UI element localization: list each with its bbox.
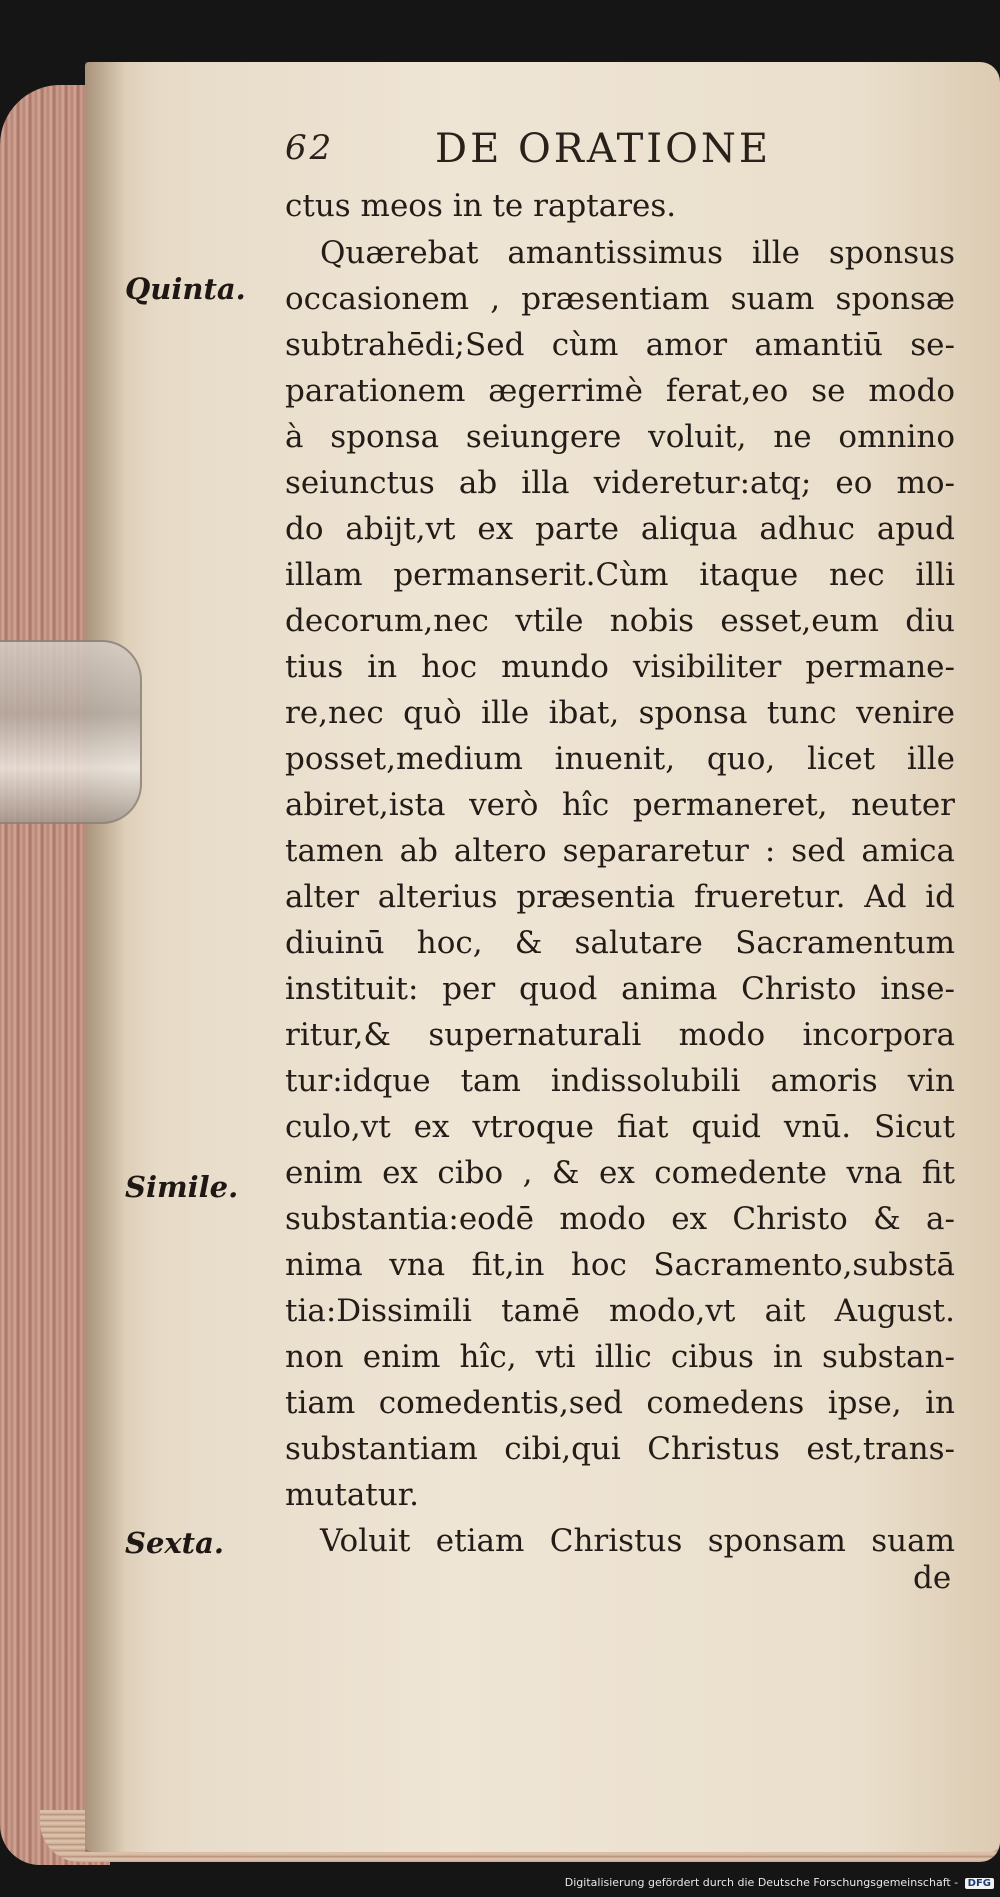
page-header: [285, 126, 845, 176]
page-clip: [0, 640, 142, 824]
text-line: à sponsa seiungere voluit, ne omnino: [285, 419, 955, 455]
text-line: enim ex cibo , & ex comedente vna fit: [285, 1155, 955, 1191]
text-line: substantia:eodē modo ex Christo & a-: [285, 1201, 955, 1237]
margin-note-simile: Simile.: [125, 1170, 239, 1204]
margin-note-sexta: Sexta.: [125, 1526, 224, 1560]
text-line: tius in hoc mundo visibiliter permane-: [285, 649, 955, 685]
dfg-logo: DFG: [965, 1878, 994, 1889]
text-line: substantiam cibi,qui Christus est,trans-: [285, 1431, 955, 1467]
text-line: subtrahēdi;Sed cùm amor amantiū se-: [285, 327, 955, 363]
text-line: posset,medium inuenit, quo, licet ille: [285, 741, 955, 777]
text-line: Voluit etiam Christus sponsam suam: [320, 1523, 955, 1559]
text-line: ctus meos in te raptares.: [285, 188, 677, 224]
page-number: 62: [285, 128, 335, 168]
text-line: instituit: per quod anima Christo inse-: [285, 971, 955, 1007]
gutter-shadow: [85, 62, 125, 1852]
text-line: culo,vt ex vtroque fiat quid vnū. Sicut: [285, 1109, 955, 1145]
text-line: abiret,ista verò hîc permaneret, neuter: [285, 787, 955, 823]
text-line: tur:idque tam indissolubili amoris vin: [285, 1063, 955, 1099]
text-line: ritur,& supernaturali modo incorpora: [285, 1017, 955, 1053]
running-title: DE ORATIONE: [435, 126, 772, 172]
text-line: decorum,nec vtile nobis esset,eum diu: [285, 603, 955, 639]
text-line: mutatur.: [285, 1477, 419, 1513]
margin-note-quinta: Quinta.: [125, 272, 246, 306]
text-line: re,nec quò ille ibat, sponsa tunc venire: [285, 695, 955, 731]
text-line: tia:Dissimili tamē modo,vt ait August.: [285, 1293, 955, 1329]
text-line: tamen ab altero separaretur : sed amica: [285, 833, 955, 869]
text-line: parationem ægerrimè ferat,eo se modo: [285, 373, 955, 409]
text-line: diuinū hoc, & salutare Sacramentum: [285, 925, 955, 961]
text-line: non enim hîc, vti illic cibus in substan-: [285, 1339, 955, 1375]
credit-text: Digitalisierung gefördert durch die Deutsche Forschungsgemeinschaft -: [564, 1876, 959, 1889]
digitization-credit: [565, 1876, 994, 1889]
text-line: occasionem , præsentiam suam sponsæ: [285, 281, 955, 317]
text-line: seiunctus ab illa videretur:atq; eo mo-: [285, 465, 955, 501]
catchword: de: [913, 1560, 952, 1596]
text-line: illam permanserit.Cùm itaque nec illi: [285, 557, 955, 593]
text-line: tiam comedentis,sed comedens ipse, in: [285, 1385, 955, 1421]
text-line: nima vna fit,in hoc Sacramento,substā: [285, 1247, 955, 1283]
text-line: do abijt,vt ex parte aliqua adhuc apud: [285, 511, 955, 547]
text-line: alter alterius præsentia frueretur. Ad id: [285, 879, 955, 915]
text-line: Quærebat amantissimus ille sponsus: [320, 235, 955, 271]
